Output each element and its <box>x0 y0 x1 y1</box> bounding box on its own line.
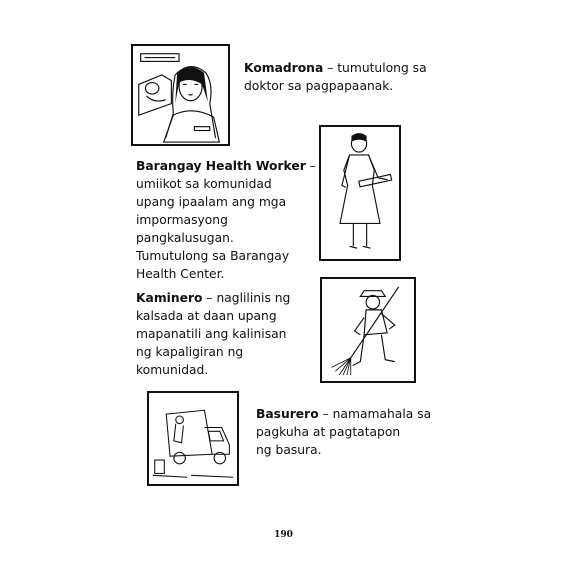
entry-line: pangkalusugan. <box>136 231 234 245</box>
street-sweeper-illustration-icon <box>322 279 414 381</box>
entry-barangay-health-worker: Barangay Health Worker – umiikot sa komunidad upang ipaalam ang mga impormasyong pangkalusugan. Tumutulong sa Barangay Health Center. <box>136 159 316 281</box>
entry-line: kalsada at daan upang <box>136 309 277 323</box>
entry-line: tumutulong sa <box>337 61 427 75</box>
page-number: 190 <box>274 530 293 540</box>
health-worker-image <box>319 125 401 261</box>
entry-term: Basurero <box>256 407 319 421</box>
entry-basurero: Basurero – namamahala sa pagkuha at pagtatapon ng basura. <box>256 407 432 457</box>
entry-term: Komadrona <box>244 61 324 75</box>
entry-line: umiikot sa komunidad <box>136 177 272 191</box>
entry-line: ng kapaligiran ng <box>136 345 244 359</box>
entry-line: komunidad. <box>136 363 209 377</box>
entry-line: impormasyong <box>136 213 228 227</box>
entry-line: doktor sa pagpapaanak. <box>244 79 394 93</box>
entry-term: Kaminero <box>136 291 203 305</box>
entry-line: pagkuha at pagtatapon <box>256 425 401 439</box>
entry-term: Barangay Health Worker <box>136 159 306 173</box>
entry-line: namamahala sa <box>332 407 432 421</box>
street-sweeper-image <box>320 277 416 383</box>
health-worker-illustration-icon <box>321 127 399 259</box>
garbage-truck-illustration-icon <box>149 393 237 484</box>
garbage-truck-image <box>147 391 239 486</box>
entry-komadrona: Komadrona – tumutulong sa doktor sa pagpapaanak. <box>244 61 427 93</box>
entry-line: upang ipaalam ang mga <box>136 195 287 209</box>
entry-line: naglilinis ng <box>216 291 291 305</box>
entry-line: Health Center. <box>136 267 225 281</box>
entry-kaminero: Kaminero – naglilinis ng kalsada at daan upang mapanatili ang kalinisan ng kapaligiran ng komunidad. <box>136 291 291 377</box>
midwife-image <box>131 44 230 146</box>
entry-line: Tumutulong sa Barangay <box>136 249 290 263</box>
entry-line: mapanatili ang kalinisan <box>136 327 287 341</box>
entry-line: ng basura. <box>256 443 322 457</box>
midwife-illustration-icon <box>133 46 228 144</box>
